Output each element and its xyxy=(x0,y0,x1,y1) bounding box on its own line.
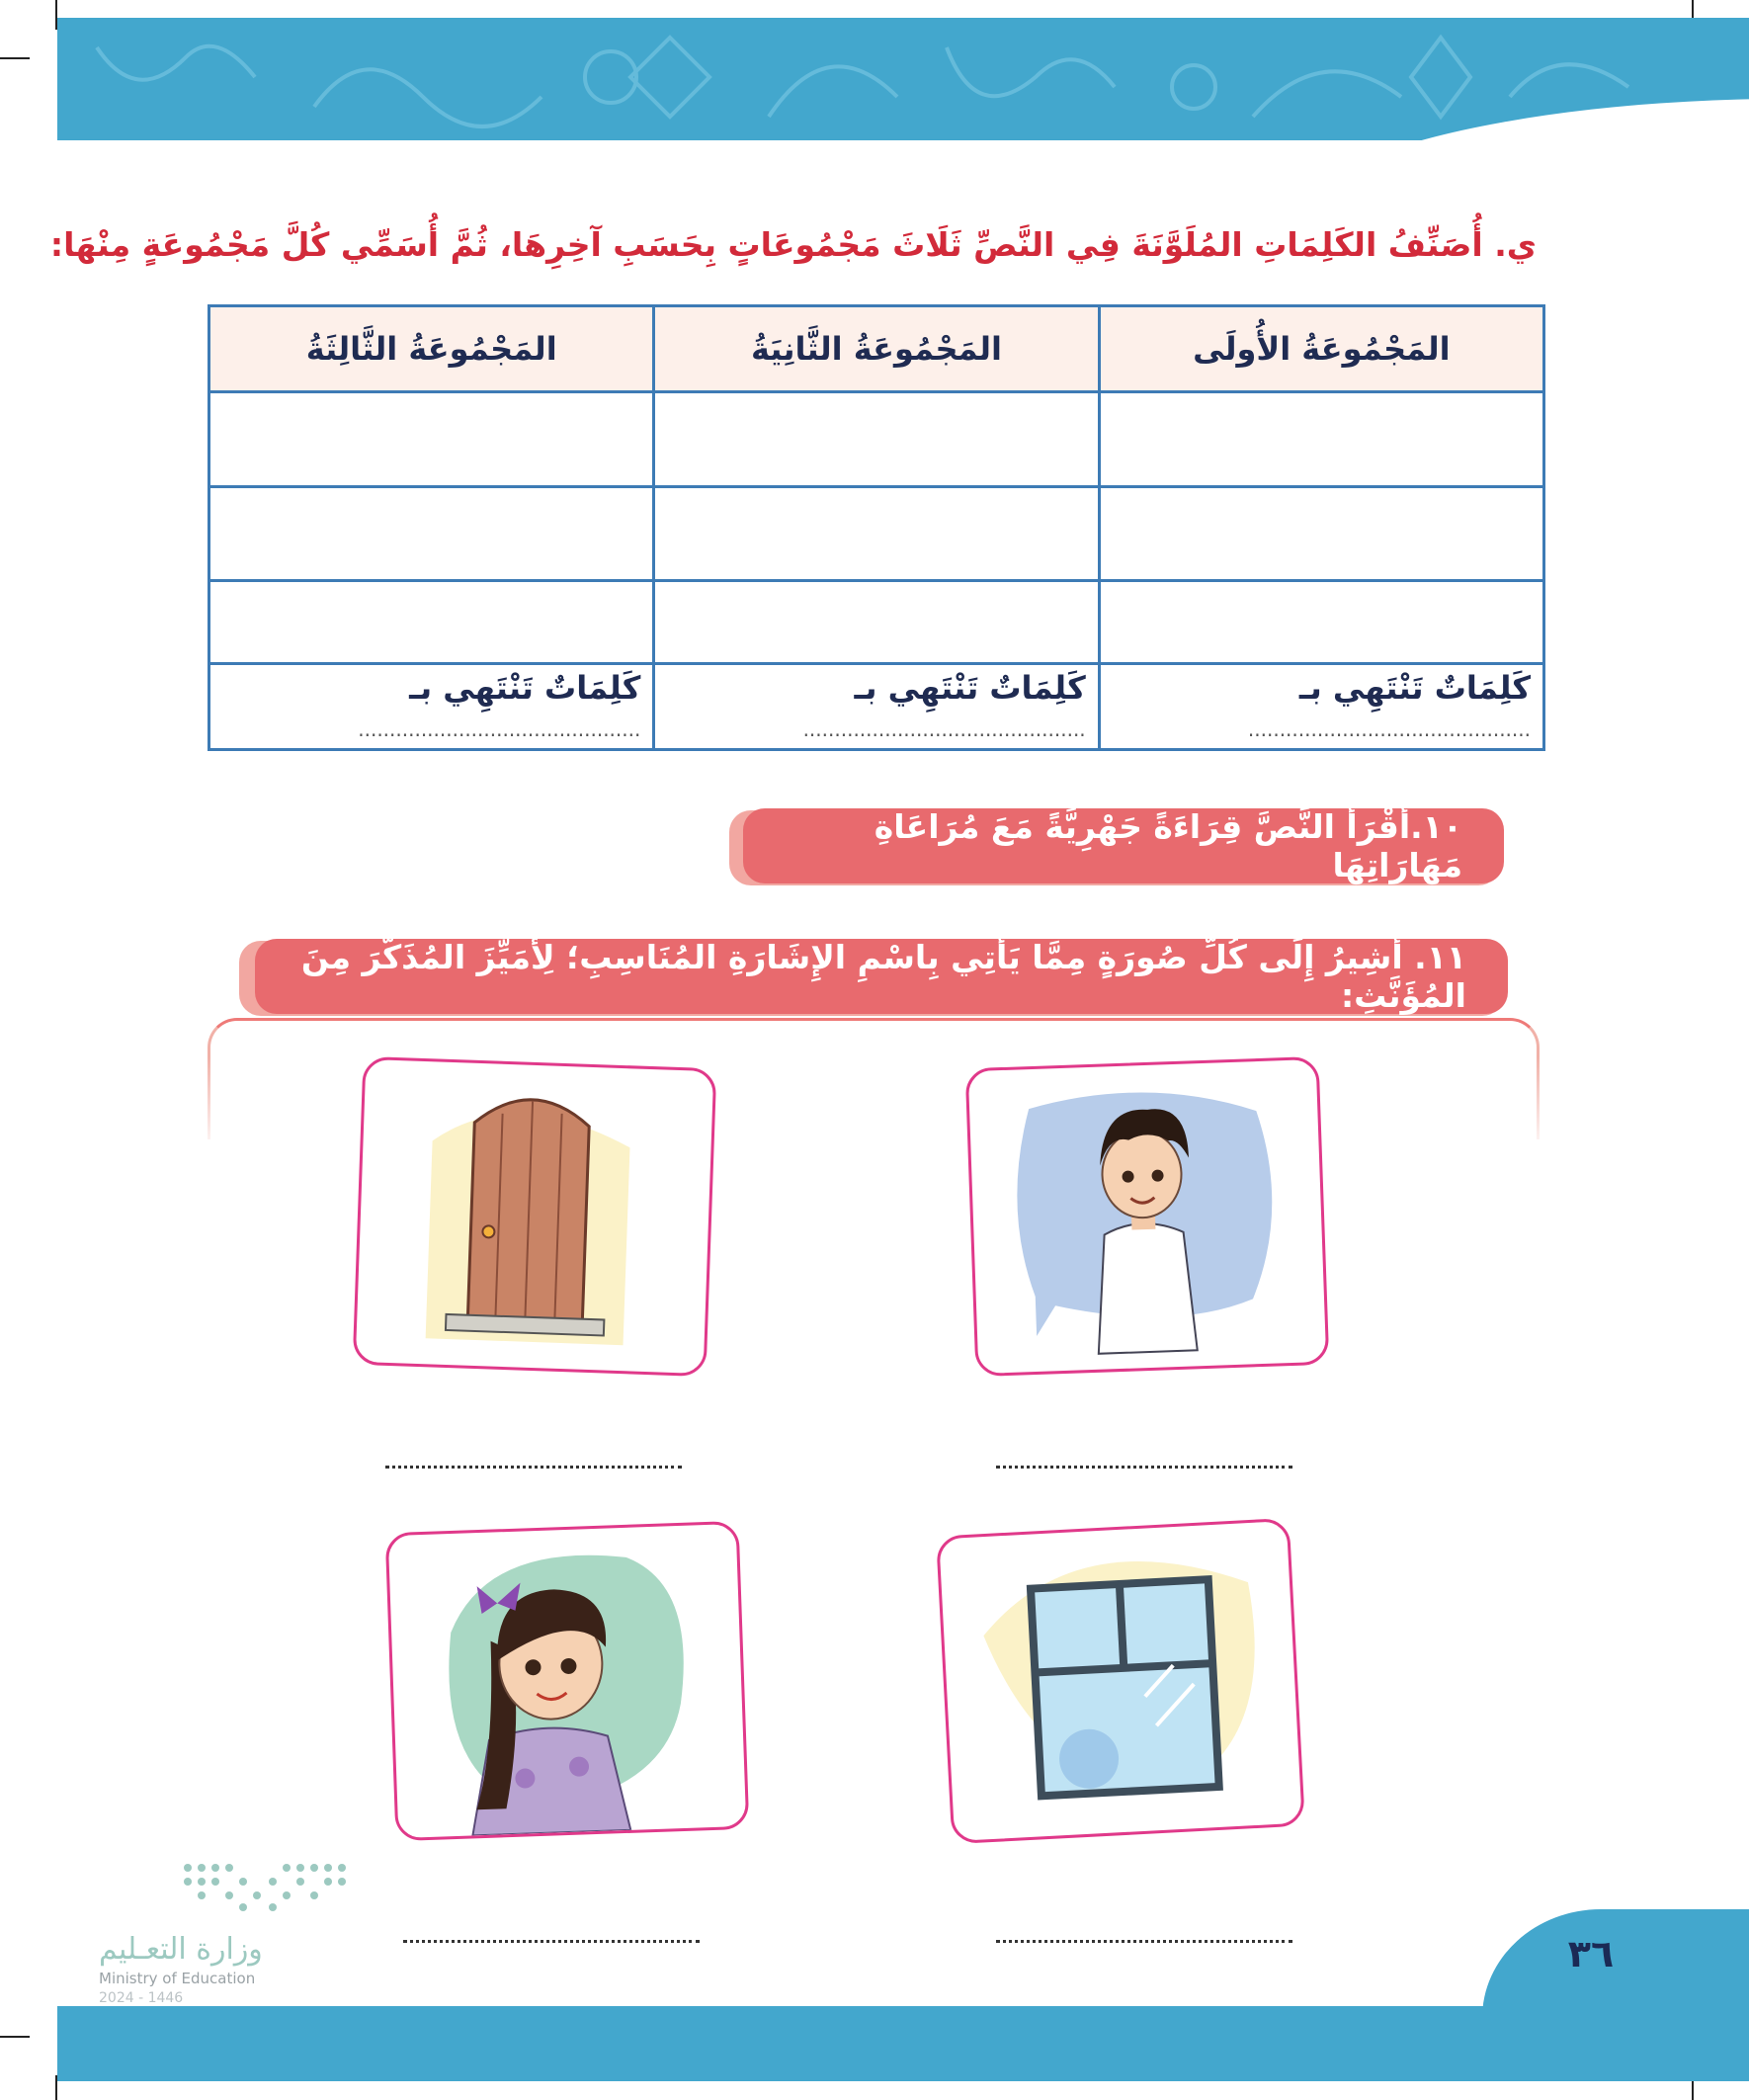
ministry-name-ar: وزارة التعـليم xyxy=(99,1932,263,1967)
window-illustration xyxy=(939,1521,1302,1841)
answer-line[interactable] xyxy=(403,1939,700,1943)
ending-cell[interactable] xyxy=(1099,663,1543,749)
page-number: ٣٦ xyxy=(1567,1932,1615,1975)
table-row xyxy=(209,486,1544,580)
ending-cell[interactable] xyxy=(654,663,1099,749)
q11-text: ١١. أُشِيرُ إِلَى كُلِّ صُورَةٍ مِمَّا يَأْتِي بِاسْمِ الإِشَارَةِ المُنَاسِبِ؛ لِأُمَيِّزَ المُذَكَّرَ مِنَ المُؤَنَّثِ: xyxy=(300,938,1466,1015)
table-header-cell: المَجْمُوعَةُ الأُولَى xyxy=(1099,306,1543,392)
table-row xyxy=(209,581,1544,663)
answer-cell[interactable] xyxy=(654,581,1099,663)
answer-cell[interactable] xyxy=(209,486,654,580)
crop-mark xyxy=(0,2036,30,2038)
footer-band xyxy=(57,2006,1749,2081)
door-illustration xyxy=(356,1059,713,1374)
ministry-name-en: Ministry of Education xyxy=(99,1970,256,1987)
q10-banner xyxy=(743,808,1504,883)
answer-line[interactable] xyxy=(996,1939,1292,1943)
ending-label: كَلِمَاتٌ تَنْتَهِي بـ xyxy=(1298,668,1531,707)
q10-text: ١٠.أَقْرَأُ النَّصَّ قِرَاءَةً جَهْرِيَّةً مَعَ مُرَاعَاةِ مَهَارَاتِهَا xyxy=(874,807,1462,884)
image-card-window[interactable] xyxy=(936,1518,1305,1844)
answer-cell[interactable] xyxy=(1099,581,1543,663)
crop-mark xyxy=(0,57,30,59)
answer-line[interactable] xyxy=(385,1465,682,1469)
answer-cell[interactable] xyxy=(209,581,654,663)
ministry-logo-icon xyxy=(178,1858,356,1917)
girl-illustration xyxy=(388,1524,746,1838)
answer-cell[interactable] xyxy=(1099,486,1543,580)
answer-cell[interactable] xyxy=(209,392,654,486)
answer-cell[interactable] xyxy=(654,486,1099,580)
ending-blank: ............................................. xyxy=(802,716,1086,741)
header-pattern xyxy=(57,18,1749,140)
q11-banner xyxy=(255,939,1508,1014)
ending-label: كَلِمَاتٌ تَنْتَهِي بـ xyxy=(409,668,641,707)
ending-cell[interactable] xyxy=(209,663,654,749)
answer-cell[interactable] xyxy=(1099,392,1543,486)
table-header-cell: المَجْمُوعَةُ الثَّانِيَةُ xyxy=(654,306,1099,392)
answer-line[interactable] xyxy=(996,1465,1292,1469)
table-row xyxy=(209,392,1544,486)
table-footer-row xyxy=(209,663,1544,749)
ending-blank: ............................................. xyxy=(1247,716,1531,741)
image-card-door[interactable] xyxy=(353,1056,717,1377)
ministry-year: 2024 - 1446 xyxy=(99,1990,184,2006)
image-card-girl[interactable] xyxy=(385,1521,750,1841)
table-header-cell: المَجْمُوعَةُ الثَّالِثَةُ xyxy=(209,306,654,392)
answer-cell[interactable] xyxy=(654,392,1099,486)
ending-blank: ............................................. xyxy=(358,716,641,741)
classification-table xyxy=(208,304,1545,751)
instruction-y: ي. أُصَنِّفُ الكَلِمَاتِ المُلَوَّنَةَ فِي النَّصِّ ثَلَاثَ مَجْمُوعَاتٍ بِحَسَبِ آخِرِهَا، ثُمَّ أُسَمِّي كُلَّ مَجْمُوعَةٍ مِنْهَا: xyxy=(49,225,1537,264)
table-header-row xyxy=(209,306,1544,392)
ending-label: كَلِمَاتٌ تَنْتَهِي بـ xyxy=(854,668,1086,707)
image-card-boy[interactable] xyxy=(965,1056,1330,1377)
boy-illustration xyxy=(968,1059,1326,1374)
